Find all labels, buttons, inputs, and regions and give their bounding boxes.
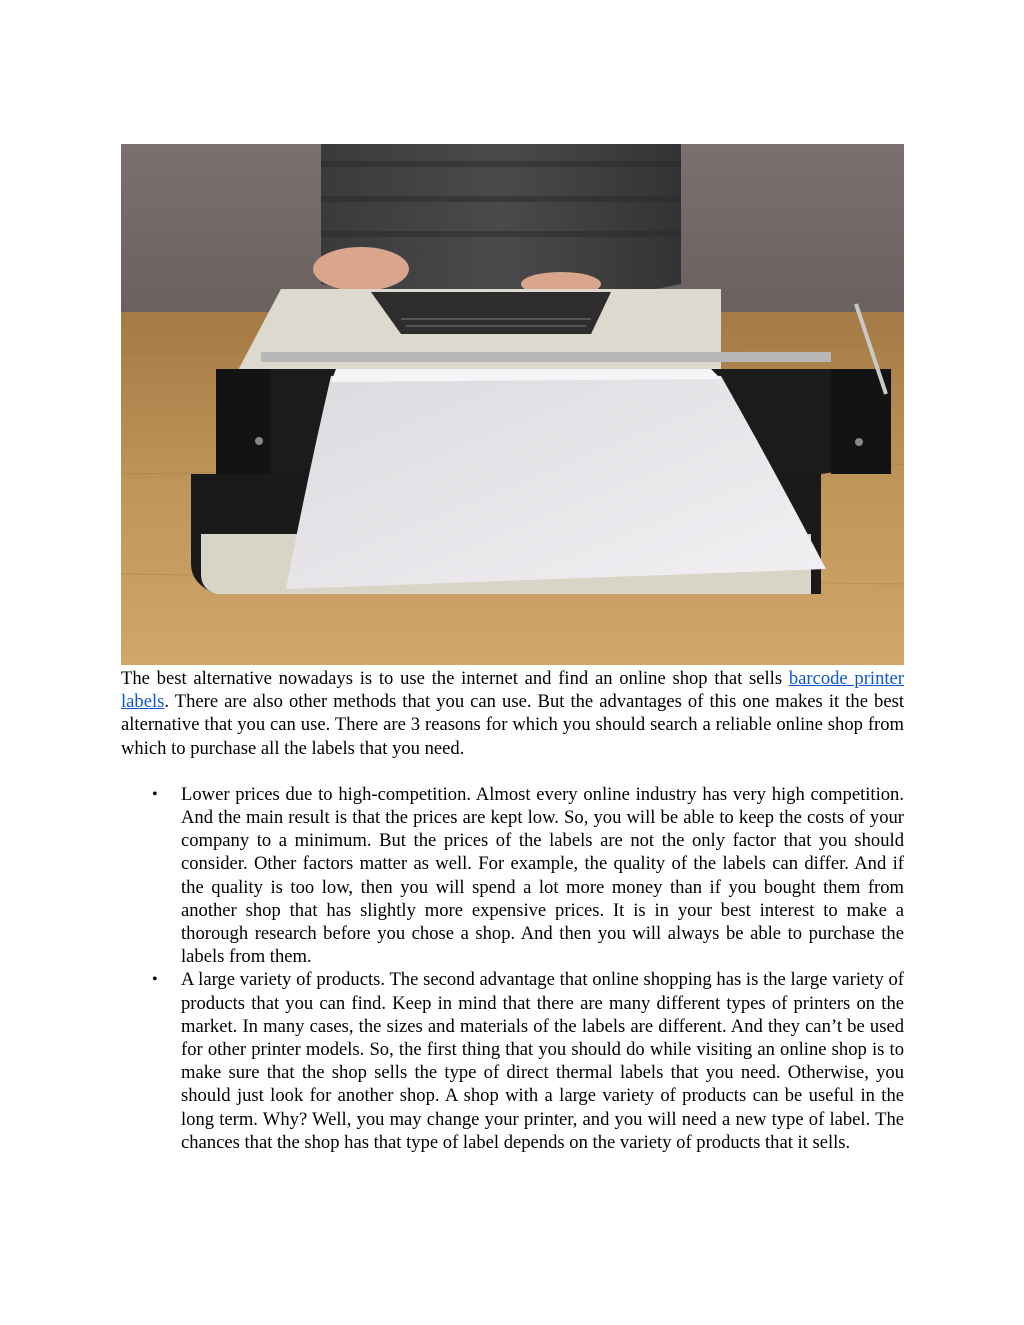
reasons-list [121, 783, 904, 1154]
intro-text-before-link: The best alternative nowadays is to use the internet and find an online shop that sells [121, 668, 789, 689]
list-item [121, 968, 904, 1154]
intro-paragraph [121, 667, 904, 760]
intro-text-after-link: . There are also other methods that you can use. But the advantages of this one makes it the best alternative that you can use. There are 3 reasons for which you should search a reliable online shop from which to purchase all the labels that you need. [121, 691, 904, 759]
bullet-icon: • [152, 971, 158, 989]
list-item-text: Lower prices due to high-competition. Almost every online industry has very high competition. And the main result is that the prices are kept low. So, you will be able to keep the costs of your company to a minimum. But the prices of the labels are not the only factor that you should consider. Other factors matter as well. For example, the quality of the labels can differ. And if the quality is too low, then you will spend a lot more money than if you bought them from another shop that has slightly more expensive prices. It is in your best interest to make a thorough research before you chose a shop. And then you will always be able to purchase the labels from them. [181, 783, 904, 968]
barcode-labels-link[interactable]: barcode printer labels [121, 668, 904, 713]
typewriter-photo [121, 144, 904, 665]
bullet-icon: • [152, 785, 158, 803]
list-item [121, 783, 904, 969]
article-body [121, 667, 904, 1154]
list-item-text: A large variety of products. The second advantage that online shopping has is the large variety of products that you can find. Keep in mind that there are many different types of printers on the market. In many cases, the sizes and materials of the labels are different. And they can’t be used for other printer models. So, the first thing that you should do while visiting an online shop is to make sure that the shop sells the type of direct thermal labels that you need. Otherwise, you should just look for another shop. A shop with a large variety of products can be useful in the long term. Why? Well, you may change your printer, and you will need a new type of label. The chances that the shop has that type of label depends on the variety of products that it sells. [181, 969, 904, 1153]
